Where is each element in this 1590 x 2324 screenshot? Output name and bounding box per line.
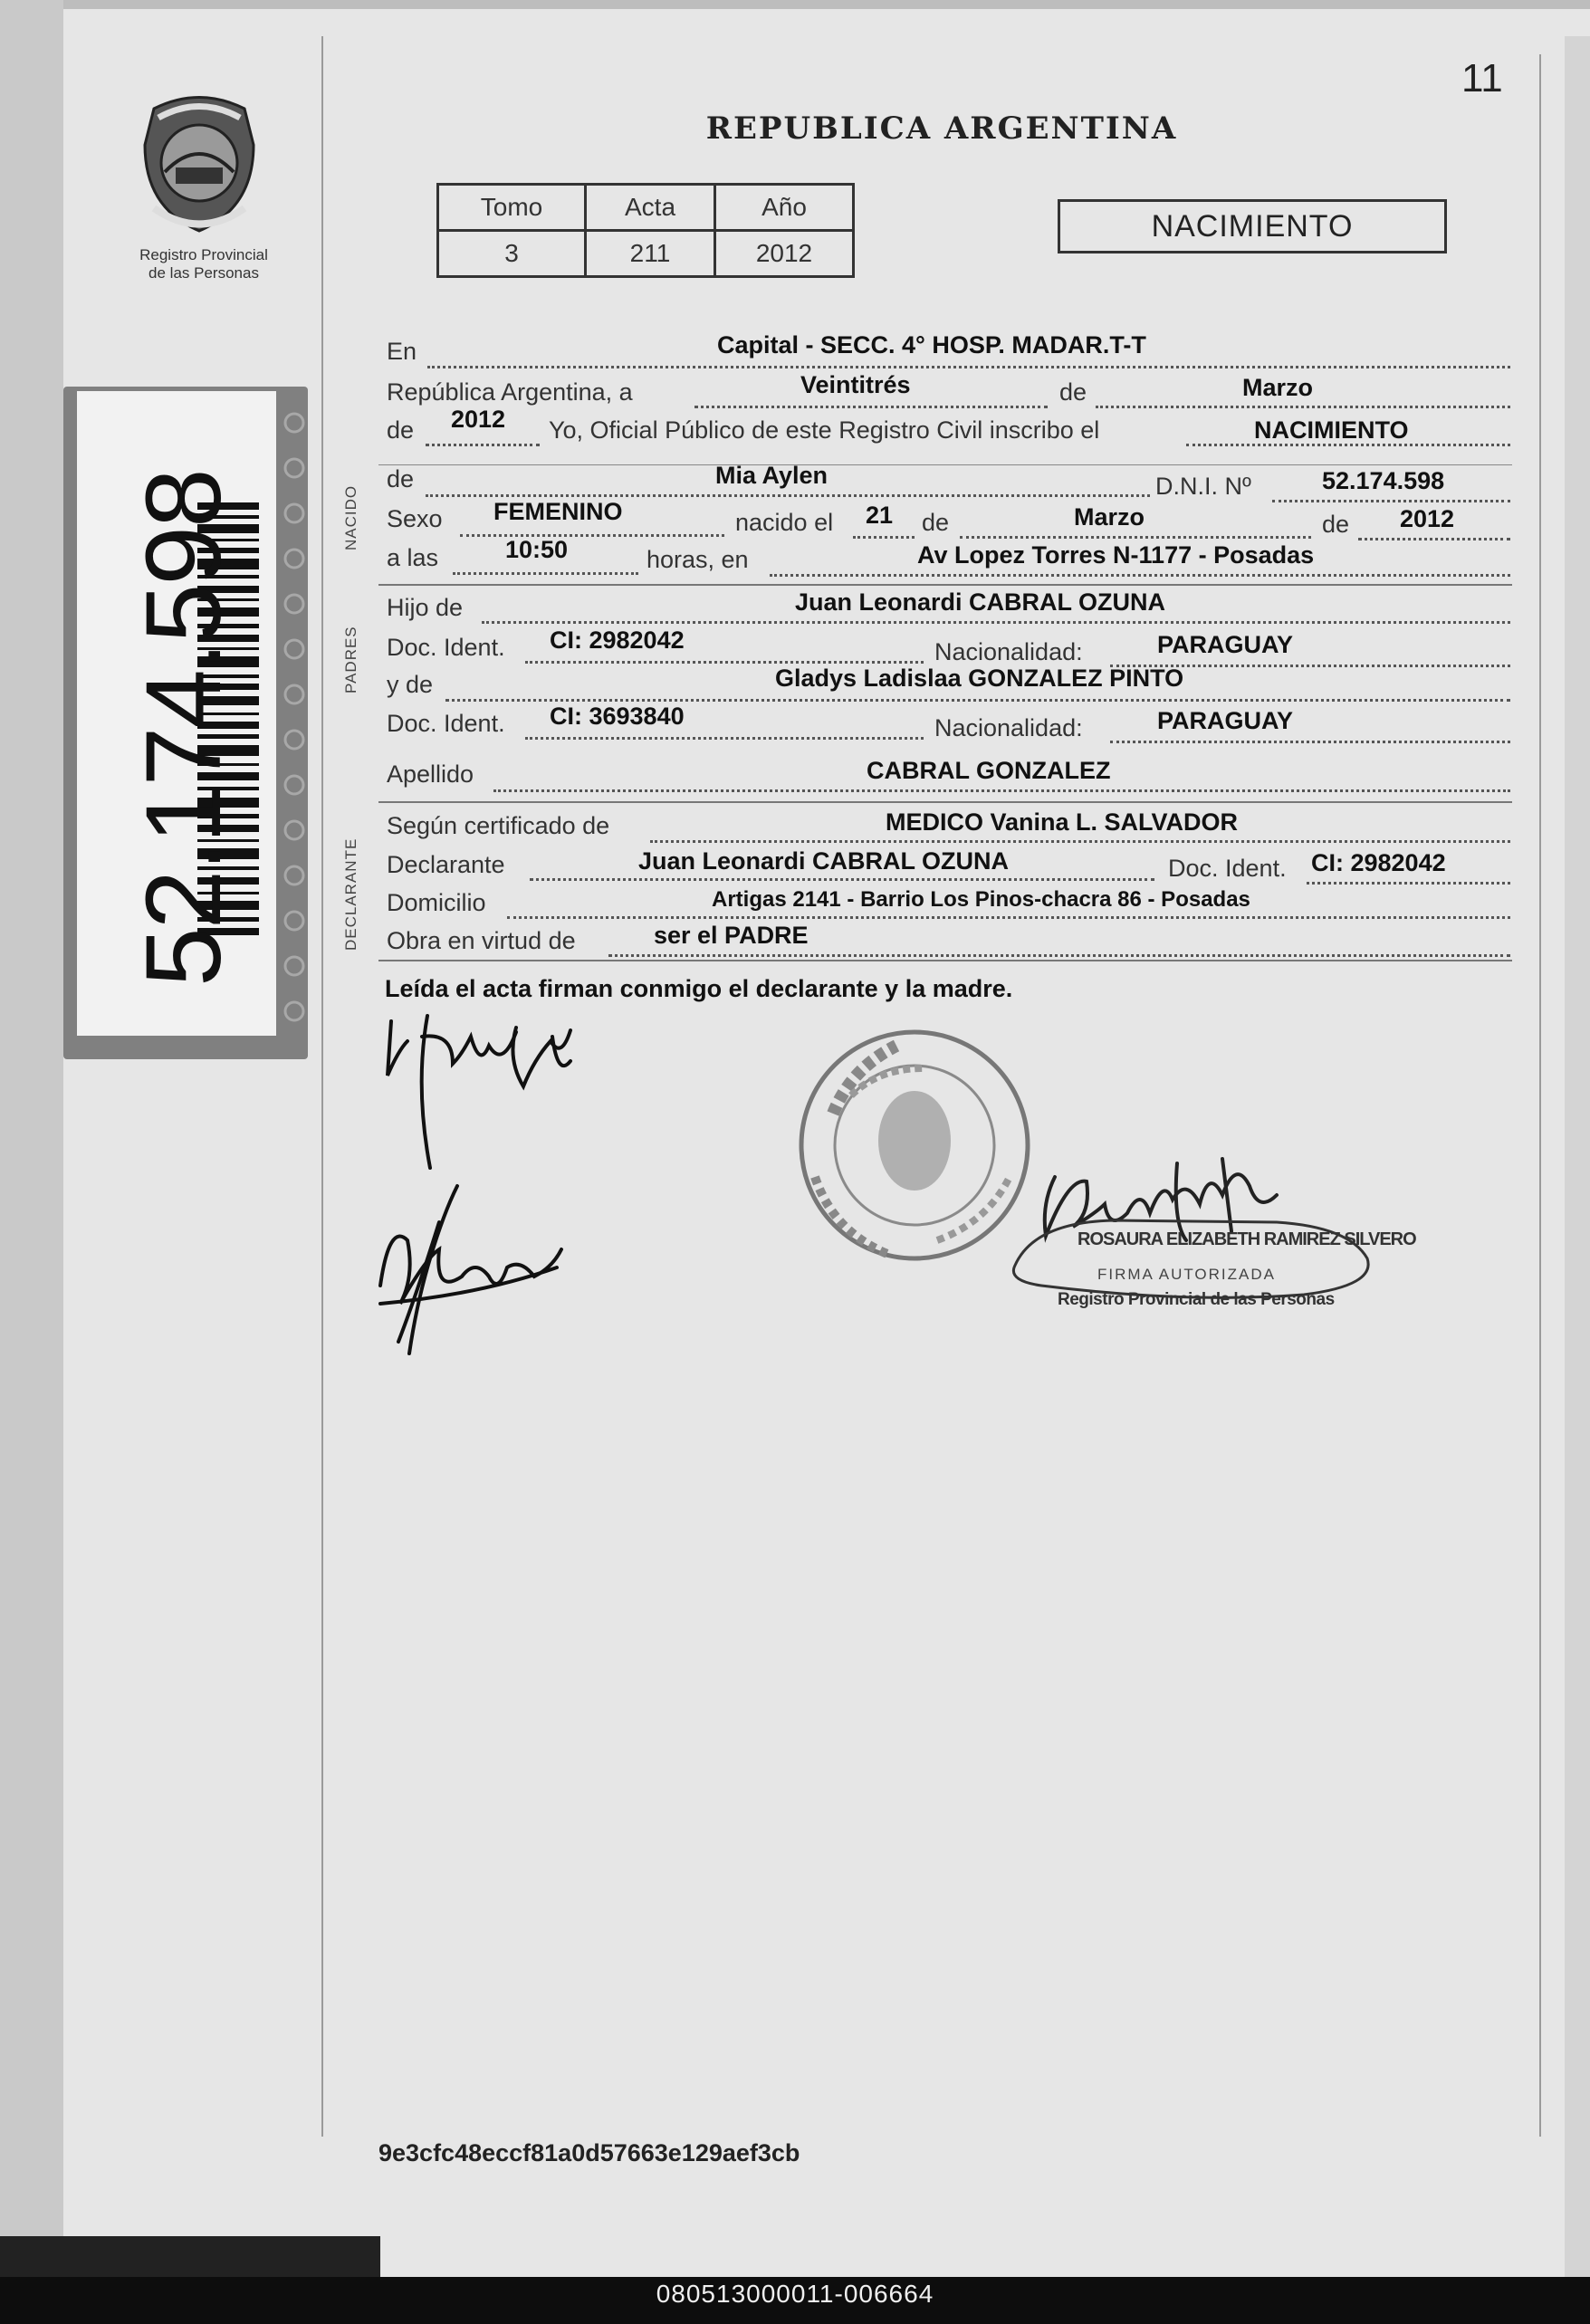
dotted-line	[1110, 741, 1510, 743]
dotted-line	[445, 699, 1510, 702]
binding-shadow	[0, 2236, 380, 2277]
value-sex: FEMENINO	[493, 498, 623, 525]
dotted-line	[650, 840, 1510, 843]
section-label-born: NACIDO	[342, 484, 359, 550]
label-declarante: Declarante	[387, 851, 505, 878]
official-stamp-icon	[779, 1005, 1041, 1277]
province-seal-icon	[136, 91, 263, 235]
page-title: REPUBLICA ARGENTINA	[705, 110, 1178, 147]
dotted-line	[694, 406, 1048, 408]
value-mother-name: Gladys Ladislaa GONZALEZ PINTO	[775, 665, 1184, 692]
handwritten-signatures	[344, 1005, 652, 1367]
page-number: 11	[1461, 56, 1503, 100]
label-y-de: y de	[387, 671, 434, 698]
dotted-line	[530, 878, 1154, 881]
label-hijo-de: Hijo de	[387, 594, 464, 621]
barcode-number: 52.174.598	[124, 470, 244, 987]
value-capacity: ser el PADRE	[654, 922, 809, 949]
table-row	[438, 231, 854, 277]
section-separator	[378, 584, 1512, 586]
label-doc-ident: Doc. Ident.	[387, 634, 505, 661]
signatory-office: Registro Provincial de las Personas	[1058, 1290, 1335, 1309]
value-year: 2012	[451, 406, 506, 433]
label-nacionalidad: Nacionalidad:	[934, 714, 1083, 741]
registry-table	[436, 183, 855, 278]
label-oficial: Yo, Oficial Público de este Registro Civil inscribo el	[549, 416, 1100, 444]
value-birth-time: 10:50	[505, 536, 569, 563]
value-act-type: NACIMIENTO	[1254, 416, 1409, 444]
section-label-parents: PADRES	[342, 626, 359, 693]
value-birth-day: 21	[866, 502, 894, 529]
value-declarant-doc: CI: 2982042	[1311, 849, 1446, 876]
label-doc-ident: Doc. Ident.	[387, 710, 505, 737]
value-surname: CABRAL GONZALEZ	[867, 757, 1111, 784]
table-header-row	[438, 185, 854, 231]
registry-name-line: de las Personas	[148, 264, 259, 282]
value-mother-nationality: PARAGUAY	[1157, 707, 1294, 734]
right-margin-line	[1539, 54, 1541, 2137]
closing-statement: Leída el acta firman conmigo el declarante y la madre.	[385, 975, 1013, 1002]
dotted-line	[853, 536, 915, 539]
dotted-line	[770, 574, 1510, 577]
dotted-line	[507, 916, 1510, 919]
dotted-line	[1358, 538, 1510, 540]
value-day-words: Veintitrés	[800, 371, 911, 398]
dotted-line	[1307, 882, 1510, 885]
table-header-cell: Acta	[586, 185, 715, 231]
value-birth-place: Av Lopez Torres N-1177 - Posadas	[917, 541, 1315, 569]
dotted-line	[453, 572, 638, 575]
label-en: En	[387, 338, 417, 365]
table-cell: 211	[586, 231, 715, 277]
section-separator	[378, 801, 1512, 803]
page-top-edge	[63, 0, 1590, 9]
table-cell: 3	[438, 231, 586, 277]
dotted-line	[482, 621, 1510, 624]
dotted-line	[960, 536, 1311, 539]
dotted-line	[525, 737, 924, 740]
value-birth-year: 2012	[1400, 505, 1455, 532]
label-domicilio: Domicilio	[387, 889, 486, 916]
footer-code: 080513000011-006664	[656, 2280, 934, 2308]
label-sexo: Sexo	[387, 505, 443, 532]
label-segun-certificado: Según certificado de	[387, 812, 610, 839]
dotted-line	[608, 954, 1510, 957]
value-declarant: Juan Leonardi CABRAL OZUNA	[638, 847, 1010, 875]
signatory-name: ROSAURA ELIZABETH RAMIREZ SILVERO	[1078, 1229, 1416, 1249]
label-obra-virtud: Obra en virtud de	[387, 927, 576, 954]
page-edge-right	[1565, 36, 1590, 2277]
section-separator	[378, 464, 1512, 465]
value-place: Capital - SECC. 4° HOSP. MADAR.T-T	[717, 331, 1146, 359]
dotted-line	[426, 444, 540, 446]
value-birth-month: Marzo	[1074, 503, 1145, 531]
label-de: de	[387, 416, 415, 444]
table-cell: 2012	[715, 231, 854, 277]
label-de: de	[922, 509, 950, 536]
table-header-cell: Año	[715, 185, 854, 231]
label-de: de	[1322, 511, 1350, 538]
registry-name	[100, 246, 308, 282]
margin-line	[321, 36, 323, 2137]
value-child-name: Mia Aylen	[715, 462, 829, 489]
label-de: de	[1059, 378, 1087, 406]
section-separator	[378, 960, 1512, 961]
label-apellido: Apellido	[387, 760, 474, 788]
label-dni: D.N.I. Nº	[1155, 473, 1251, 500]
label-nacido-el: nacido el	[735, 509, 834, 536]
dotted-line	[1096, 406, 1510, 408]
signatory-role: FIRMA AUTORIZADA	[1097, 1266, 1276, 1283]
registry-name-line: Registro Provincial	[139, 246, 268, 263]
label-horas-en: horas, en	[647, 546, 749, 573]
table-header-cell: Tomo	[438, 185, 586, 231]
dotted-line	[493, 789, 1510, 792]
label-de: de	[387, 465, 415, 493]
value-father-name: Juan Leonardi CABRAL OZUNA	[795, 588, 1166, 616]
dotted-line	[460, 534, 724, 537]
value-certificate: MEDICO Vanina L. SALVADOR	[886, 808, 1239, 836]
value-father-doc: CI: 2982042	[550, 626, 685, 654]
value-address: Artigas 2141 - Barrio Los Pinos-chacra 86 - Posadas	[712, 887, 1250, 912]
page-edge	[0, 0, 63, 2277]
dotted-line	[525, 661, 924, 664]
value-month: Marzo	[1242, 374, 1314, 401]
dotted-line	[1272, 500, 1510, 502]
value-dni: 52.174.598	[1322, 467, 1445, 494]
label-a-las: a las	[387, 544, 439, 571]
dotted-line	[426, 494, 1150, 497]
record-type-box: NACIMIENTO	[1058, 199, 1447, 253]
label-doc-ident: Doc. Ident.	[1168, 855, 1287, 882]
section-label-declarant: DECLARANTE	[342, 837, 359, 951]
dotted-line	[427, 366, 1510, 368]
value-mother-doc: CI: 3693840	[550, 703, 685, 730]
label-republica: República Argentina, a	[387, 378, 633, 406]
value-father-nationality: PARAGUAY	[1157, 631, 1294, 658]
document-hash: 9e3cfc48eccf81a0d57663e129aef3cb	[378, 2139, 800, 2166]
label-nacionalidad: Nacionalidad:	[934, 638, 1083, 665]
